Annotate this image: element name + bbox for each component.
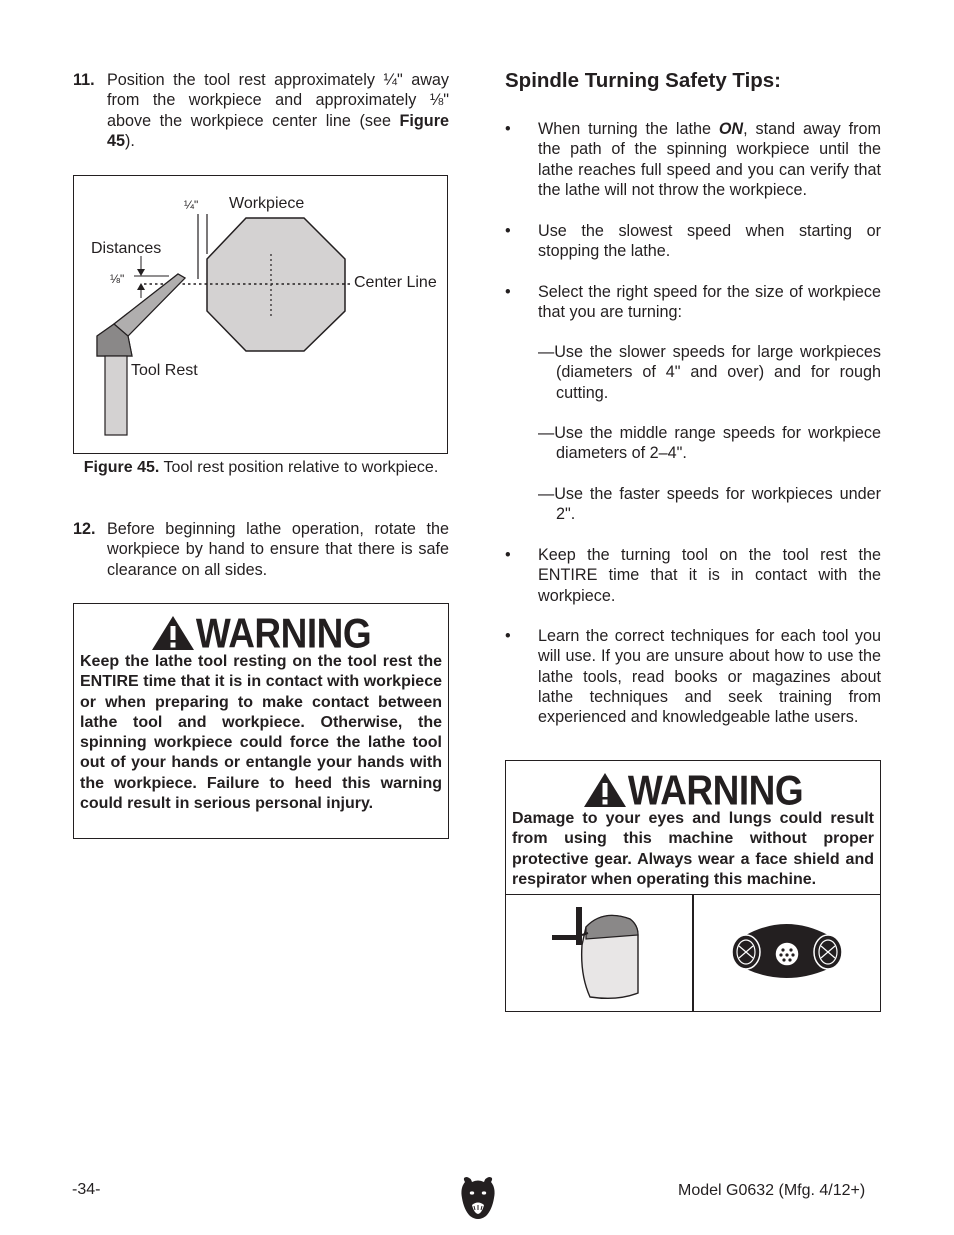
eighth-inch-label: ⅛" <box>110 272 125 286</box>
center-line-label: Center Line <box>354 274 437 291</box>
warning-title: WARNING <box>627 767 804 813</box>
warning-triangle-icon <box>583 772 627 808</box>
tip-4: Keep the turning tool on the tool rest the ENTIRE time that it is in contact with the workpiece. <box>538 546 881 605</box>
bear-logo-icon <box>459 1176 497 1222</box>
warning-header <box>74 610 448 656</box>
tip-5: Learn the correct techniques for each tool you will use. If you are unsure about how to use the lathe tools, read books or magazines about lathe techniques and seek training from experienced and knowledgeable lathe users. <box>538 627 881 727</box>
tip-1: When turning the lathe ON, stand away from the path of the spinning workpiece until the lathe reaches full speed and you can verify that the lathe will not throw the workpiece. <box>538 120 881 199</box>
page-number: -34- <box>72 1181 101 1198</box>
face-shield-icon <box>548 905 648 1001</box>
tool-rest-label: Tool Rest <box>131 362 198 379</box>
warning-triangle-icon <box>151 615 195 651</box>
figure-45-diagram <box>73 175 448 454</box>
speed-tip-large: —Use the slower speeds for large workpieces (diameters of 4" and over) and for rough cutting. <box>538 343 881 402</box>
step-number: 11. <box>73 71 95 89</box>
model-label: Model G0632 (Mfg. 4/12+) <box>678 1182 866 1199</box>
bullet-icon: • <box>505 546 511 564</box>
respirator-icon <box>728 919 848 983</box>
figure-caption: Figure 45. Tool rest position relative to workpiece. <box>83 459 439 476</box>
section-heading: Spindle Turning Safety Tips: <box>505 69 782 92</box>
tip-2: Use the slowest speed when starting or stopping the lathe. <box>538 222 881 261</box>
step-11-text: Position the tool rest approximately ¼" away from the workpiece and approximately ⅛" above the workpiece center line (see Figure 45). <box>107 71 449 150</box>
protective-gear-images <box>506 894 880 1012</box>
bullet-icon: • <box>505 120 511 138</box>
warning-title: WARNING <box>195 610 372 656</box>
warning-box-lathe-tool <box>73 603 449 839</box>
warning-header <box>506 767 880 813</box>
speed-tip-small: —Use the faster speeds for workpieces under 2". <box>538 485 881 524</box>
warning-box-protective-gear <box>505 760 881 1012</box>
warning-text: Keep the lathe tool resting on the tool rest the ENTIRE time that it is in contact with workpiece or when preparing to make contact between lathe tool and workpiece. Otherwise, the spinning workpiece could force the lathe tool out of your hands or entangle your hands with the workpiece. Failure to heed this warning could result in serious personal injury. <box>80 653 442 813</box>
quarter-inch-label: ¼" <box>184 198 199 212</box>
bullet-icon: • <box>505 222 511 240</box>
distances-label: Distances <box>91 240 162 257</box>
bullet-icon: • <box>505 627 511 645</box>
bullet-icon: • <box>505 283 511 301</box>
tip-3: Select the right speed for the size of workpiece that you are turning: <box>538 283 881 322</box>
step-12-text: Before beginning lathe operation, rotate the workpiece by hand to ensure that there is safe clearance on all sides. <box>107 520 449 579</box>
step-number: 12. <box>73 520 96 538</box>
tool-rest-post <box>105 356 127 435</box>
workpiece-label: Workpiece <box>229 195 305 212</box>
speed-tip-middle: —Use the middle range speeds for workpiece diameters of 2–4". <box>538 424 881 463</box>
warning-text: Damage to your eyes and lungs could result from using this machine without proper protective gear. Always wear a face shield and respirator when operating this machine. <box>512 810 874 888</box>
